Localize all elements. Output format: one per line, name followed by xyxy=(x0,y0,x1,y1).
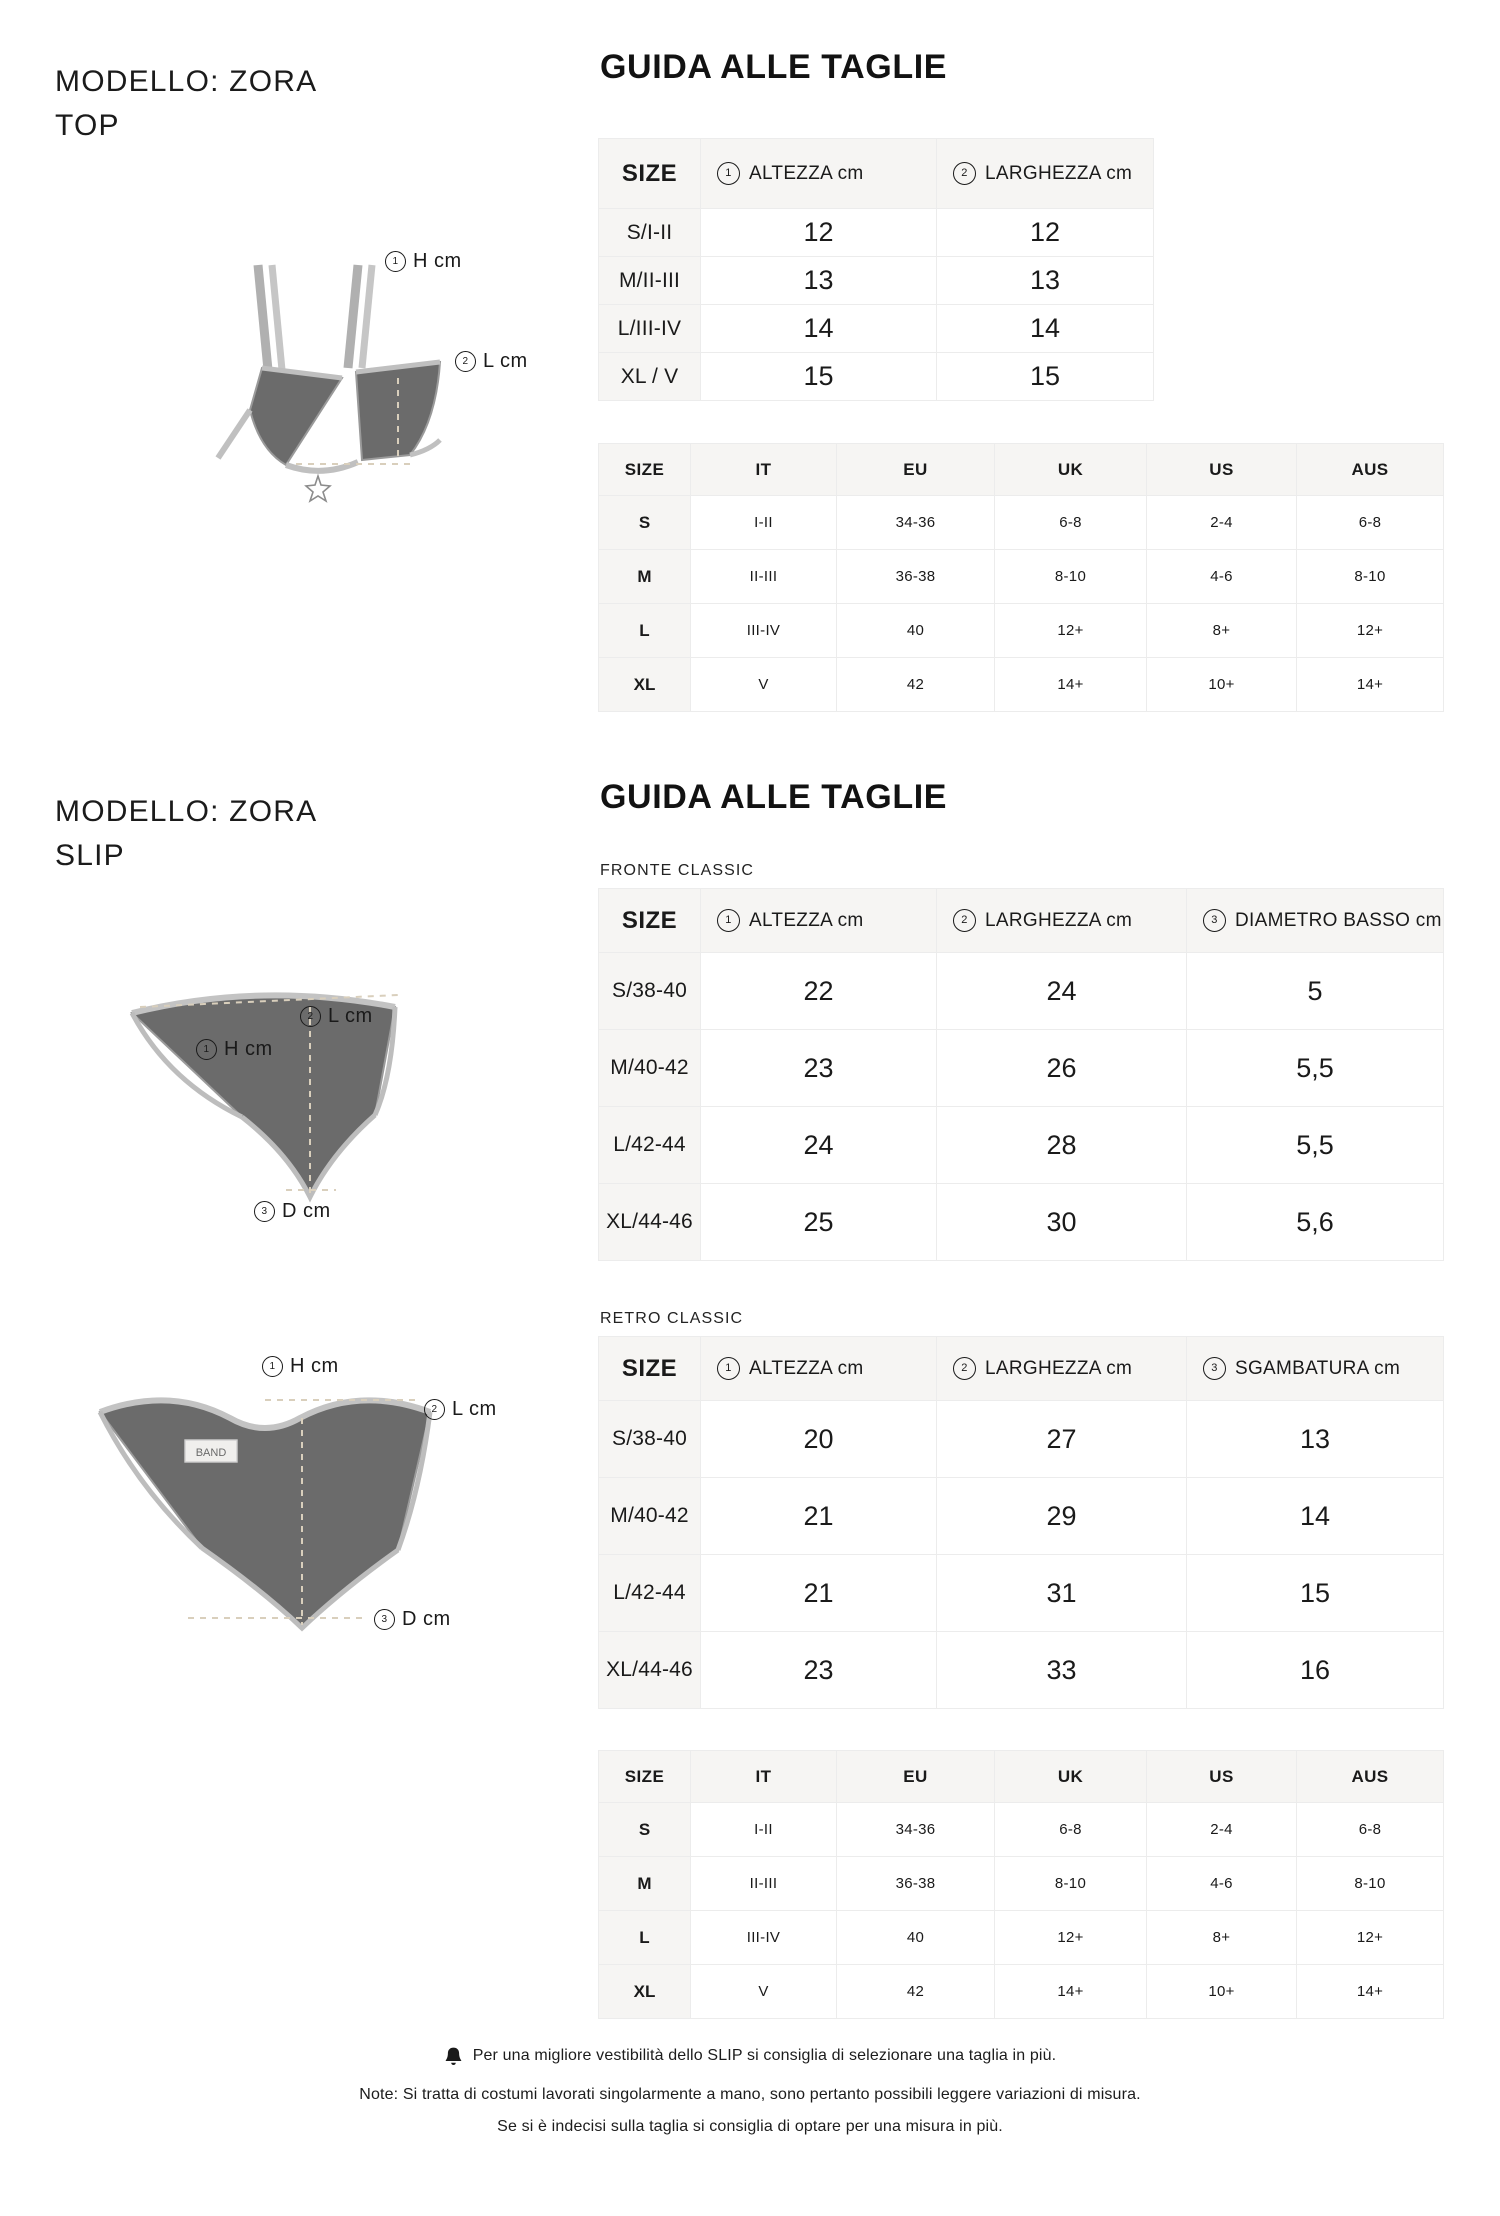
header-altezza-label: ALTEZZA cm xyxy=(749,162,864,184)
header-eu: EU xyxy=(837,1751,995,1803)
table-row xyxy=(599,604,1444,658)
table-header-row xyxy=(599,1337,1444,1401)
cell-aus: 8-10 xyxy=(1297,1857,1444,1911)
row-size: L/III-IV xyxy=(599,305,701,353)
cell-diametro: 5,6 xyxy=(1187,1184,1444,1261)
badge-3: 3 xyxy=(1203,909,1226,932)
cell-it: III-IV xyxy=(691,1911,837,1965)
row-size: L/42-44 xyxy=(599,1107,701,1184)
header-larghezza xyxy=(937,1337,1187,1401)
callout-label-l: L cm xyxy=(483,350,528,372)
cell-it: II-III xyxy=(691,550,837,604)
cell-larghezza: 27 xyxy=(937,1401,1187,1478)
badge-2: 2 xyxy=(953,162,976,185)
cell-us: 10+ xyxy=(1147,1965,1297,2019)
cell-sgambatura: 13 xyxy=(1187,1401,1444,1478)
cell-diametro: 5,5 xyxy=(1187,1107,1444,1184)
table-row xyxy=(599,1965,1444,2019)
cell-altezza: 25 xyxy=(701,1184,937,1261)
callout-label-l: L cm xyxy=(328,1005,373,1027)
cell-larghezza: 31 xyxy=(937,1555,1187,1632)
row-size: L xyxy=(599,1911,691,1965)
top-model-line1: MODELLO: ZORA xyxy=(55,65,318,98)
table-row xyxy=(599,1107,1444,1184)
cell-us: 8+ xyxy=(1147,1911,1297,1965)
footer-line-3: Se si è indecisi sulla taglia si consiglia di optare per una misura in più. xyxy=(497,2117,1003,2135)
row-size: XL xyxy=(599,658,691,712)
cell-larghezza: 13 xyxy=(937,257,1154,305)
header-altezza xyxy=(701,889,937,953)
slip-conversion-table xyxy=(598,1750,1444,2019)
row-size: S/38-40 xyxy=(599,953,701,1030)
cell-uk: 8-10 xyxy=(995,1857,1147,1911)
cell-larghezza: 14 xyxy=(937,305,1154,353)
cell-eu: 34-36 xyxy=(837,496,995,550)
fronte-classic-label: FRONTE CLASSIC xyxy=(600,862,755,879)
row-size: M/II-III xyxy=(599,257,701,305)
cell-altezza: 22 xyxy=(701,953,937,1030)
header-larghezza-label: LARGHEZZA cm xyxy=(985,909,1133,931)
header-it: IT xyxy=(691,1751,837,1803)
cell-uk: 8-10 xyxy=(995,550,1147,604)
header-altezza xyxy=(701,139,937,209)
cell-uk: 14+ xyxy=(995,1965,1147,2019)
callout-label-d: D cm xyxy=(282,1200,331,1222)
cell-aus: 6-8 xyxy=(1297,496,1444,550)
brand-tag-text: BAND xyxy=(195,1447,227,1459)
cell-altezza: 12 xyxy=(701,209,937,257)
cell-altezza: 15 xyxy=(701,353,937,401)
header-uk: UK xyxy=(995,444,1147,496)
cell-uk: 6-8 xyxy=(995,496,1147,550)
cell-larghezza: 30 xyxy=(937,1184,1187,1261)
row-size: M xyxy=(599,550,691,604)
badge-2: 2 xyxy=(953,1357,976,1380)
cell-altezza: 14 xyxy=(701,305,937,353)
cell-altezza: 21 xyxy=(701,1555,937,1632)
header-us: US xyxy=(1147,1751,1297,1803)
cell-it: III-IV xyxy=(691,604,837,658)
row-size: XL/44-46 xyxy=(599,1184,701,1261)
cell-eu: 42 xyxy=(837,658,995,712)
cell-uk: 6-8 xyxy=(995,1803,1147,1857)
bell-icon xyxy=(444,2046,463,2067)
cell-it: V xyxy=(691,658,837,712)
row-size: S xyxy=(599,496,691,550)
cell-eu: 40 xyxy=(837,604,995,658)
bikini-top-illustration xyxy=(110,250,540,550)
header-size: SIZE xyxy=(599,444,691,496)
slip-front-measurement-table xyxy=(598,888,1444,1261)
slip-model-title xyxy=(55,790,317,877)
callout-label-h: H cm xyxy=(290,1355,339,1377)
slip-back-measurement-table xyxy=(598,1336,1444,1709)
slip-back-callout-h xyxy=(262,1355,339,1378)
cell-eu: 36-38 xyxy=(837,1857,995,1911)
footer-text-1: Per una migliore vestibilità dello SLIP si consiglia di selezionare una taglia in più. xyxy=(472,2047,1057,2064)
table-row xyxy=(599,550,1444,604)
table-row xyxy=(599,1632,1444,1709)
header-diametro-label: DIAMETRO BASSO cm xyxy=(1235,909,1442,931)
cell-larghezza: 15 xyxy=(937,353,1154,401)
badge-2: 2 xyxy=(953,909,976,932)
footer-notes xyxy=(0,2040,1500,2143)
cell-it: I-II xyxy=(691,1803,837,1857)
cell-larghezza: 33 xyxy=(937,1632,1187,1709)
cell-diametro: 5 xyxy=(1187,953,1444,1030)
footer-line-2: Note: Si tratta di costumi lavorati singolarmente a mano, sono pertanto possibili leggere variazioni di misura. xyxy=(359,2085,1141,2103)
footer-line-1 xyxy=(0,2040,1500,2079)
top-model-title xyxy=(55,60,317,147)
table-row xyxy=(599,1555,1444,1632)
cell-aus: 14+ xyxy=(1297,1965,1444,2019)
row-size: M/40-42 xyxy=(599,1478,701,1555)
header-us: US xyxy=(1147,444,1297,496)
badge-1: 1 xyxy=(717,162,740,185)
row-size: XL/44-46 xyxy=(599,1632,701,1709)
slip-front-callout-d xyxy=(254,1200,331,1223)
callout-badge-1: 1 xyxy=(385,251,406,272)
table-row xyxy=(599,257,1154,305)
cell-aus: 6-8 xyxy=(1297,1803,1444,1857)
top-callout-l xyxy=(455,350,528,373)
badge-1: 1 xyxy=(717,1357,740,1380)
cell-eu: 42 xyxy=(837,1965,995,2019)
header-aus: AUS xyxy=(1297,444,1444,496)
cell-eu: 40 xyxy=(837,1911,995,1965)
cell-larghezza: 26 xyxy=(937,1030,1187,1107)
row-size: M/40-42 xyxy=(599,1030,701,1107)
table-row xyxy=(599,1478,1444,1555)
header-size: SIZE xyxy=(599,1337,701,1401)
header-size: SIZE xyxy=(599,1751,691,1803)
header-larghezza xyxy=(937,889,1187,953)
row-size: S xyxy=(599,1803,691,1857)
cell-aus: 12+ xyxy=(1297,604,1444,658)
row-size: XL xyxy=(599,1965,691,2019)
table-header-row xyxy=(599,1751,1444,1803)
callout-label-h: H cm xyxy=(224,1038,273,1060)
table-header-row xyxy=(599,444,1444,496)
table-row xyxy=(599,496,1444,550)
header-sgambatura-label: SGAMBATURA cm xyxy=(1235,1357,1401,1379)
cell-uk: 12+ xyxy=(995,1911,1147,1965)
slip-model-line1: MODELLO: ZORA xyxy=(55,795,318,828)
cell-it: II-III xyxy=(691,1857,837,1911)
header-diametro xyxy=(1187,889,1444,953)
callout-badge-3: 3 xyxy=(254,1201,275,1222)
top-measurement-table xyxy=(598,138,1154,401)
callout-label-l: L cm xyxy=(452,1398,497,1420)
cell-altezza: 20 xyxy=(701,1401,937,1478)
cell-us: 4-6 xyxy=(1147,1857,1297,1911)
cell-larghezza: 12 xyxy=(937,209,1154,257)
cell-larghezza: 29 xyxy=(937,1478,1187,1555)
callout-badge-3: 3 xyxy=(374,1609,395,1630)
table-row xyxy=(599,1857,1444,1911)
cell-us: 10+ xyxy=(1147,658,1297,712)
cell-aus: 14+ xyxy=(1297,658,1444,712)
table-row xyxy=(599,209,1154,257)
callout-label-d: D cm xyxy=(402,1608,451,1630)
slip-model-line2: SLIP xyxy=(55,838,125,872)
table-row xyxy=(599,1803,1444,1857)
callout-badge-2: 2 xyxy=(455,351,476,372)
cell-us: 2-4 xyxy=(1147,1803,1297,1857)
top-callout-h xyxy=(385,250,462,273)
cell-diametro: 5,5 xyxy=(1187,1030,1444,1107)
cell-eu: 36-38 xyxy=(837,550,995,604)
badge-1: 1 xyxy=(717,909,740,932)
cell-it: I-II xyxy=(691,496,837,550)
table-row xyxy=(599,1030,1444,1107)
row-size: L/42-44 xyxy=(599,1555,701,1632)
callout-badge-1: 1 xyxy=(196,1039,217,1060)
row-size: S/38-40 xyxy=(599,1401,701,1478)
cell-us: 8+ xyxy=(1147,604,1297,658)
header-it: IT xyxy=(691,444,837,496)
cell-altezza: 23 xyxy=(701,1030,937,1107)
cell-uk: 14+ xyxy=(995,658,1147,712)
table-row xyxy=(599,305,1154,353)
row-size: S/I-II xyxy=(599,209,701,257)
cell-aus: 8-10 xyxy=(1297,550,1444,604)
slip-front-callout-h xyxy=(196,1038,273,1061)
cell-larghezza: 28 xyxy=(937,1107,1187,1184)
cell-sgambatura: 15 xyxy=(1187,1555,1444,1632)
callout-badge-1: 1 xyxy=(262,1356,283,1377)
row-size: XL / V xyxy=(599,353,701,401)
cell-eu: 34-36 xyxy=(837,1803,995,1857)
header-altezza xyxy=(701,1337,937,1401)
cell-altezza: 23 xyxy=(701,1632,937,1709)
header-altezza-label: ALTEZZA cm xyxy=(749,1357,864,1379)
slip-back-illustration xyxy=(80,1380,520,1680)
callout-badge-2: 2 xyxy=(424,1399,445,1420)
table-row xyxy=(599,953,1444,1030)
cell-us: 2-4 xyxy=(1147,496,1297,550)
top-model-line2: TOP xyxy=(55,108,120,142)
retro-classic-label: RETRO CLASSIC xyxy=(600,1310,744,1327)
cell-sgambatura: 14 xyxy=(1187,1478,1444,1555)
table-header-row xyxy=(599,139,1154,209)
slip-guide-title: GUIDA ALLE TAGLIE xyxy=(600,778,948,816)
table-row xyxy=(599,1184,1444,1261)
top-conversion-table xyxy=(598,443,1444,712)
badge-3: 3 xyxy=(1203,1357,1226,1380)
header-sgambatura xyxy=(1187,1337,1444,1401)
header-size: SIZE xyxy=(599,139,701,209)
header-eu: EU xyxy=(837,444,995,496)
row-size: L xyxy=(599,604,691,658)
cell-us: 4-6 xyxy=(1147,550,1297,604)
header-altezza-label: ALTEZZA cm xyxy=(749,909,864,931)
cell-altezza: 13 xyxy=(701,257,937,305)
table-row xyxy=(599,658,1444,712)
row-size: M xyxy=(599,1857,691,1911)
cell-altezza: 24 xyxy=(701,1107,937,1184)
top-guide-title: GUIDA ALLE TAGLIE xyxy=(600,48,948,86)
cell-sgambatura: 16 xyxy=(1187,1632,1444,1709)
header-larghezza-label: LARGHEZZA cm xyxy=(985,1357,1133,1379)
cell-it: V xyxy=(691,1965,837,2019)
slip-front-callout-l xyxy=(300,1005,373,1028)
header-larghezza xyxy=(937,139,1154,209)
slip-back-callout-d xyxy=(374,1608,451,1631)
callout-label-h: H cm xyxy=(413,250,462,272)
header-size: SIZE xyxy=(599,889,701,953)
cell-aus: 12+ xyxy=(1297,1911,1444,1965)
header-uk: UK xyxy=(995,1751,1147,1803)
slip-back-callout-l xyxy=(424,1398,497,1421)
callout-badge-2: 2 xyxy=(300,1006,321,1027)
table-row xyxy=(599,1401,1444,1478)
table-row xyxy=(599,353,1154,401)
cell-larghezza: 24 xyxy=(937,953,1187,1030)
header-larghezza-label: LARGHEZZA cm xyxy=(985,162,1133,184)
table-row xyxy=(599,1911,1444,1965)
header-aus: AUS xyxy=(1297,1751,1444,1803)
cell-uk: 12+ xyxy=(995,604,1147,658)
table-header-row xyxy=(599,889,1444,953)
cell-altezza: 21 xyxy=(701,1478,937,1555)
